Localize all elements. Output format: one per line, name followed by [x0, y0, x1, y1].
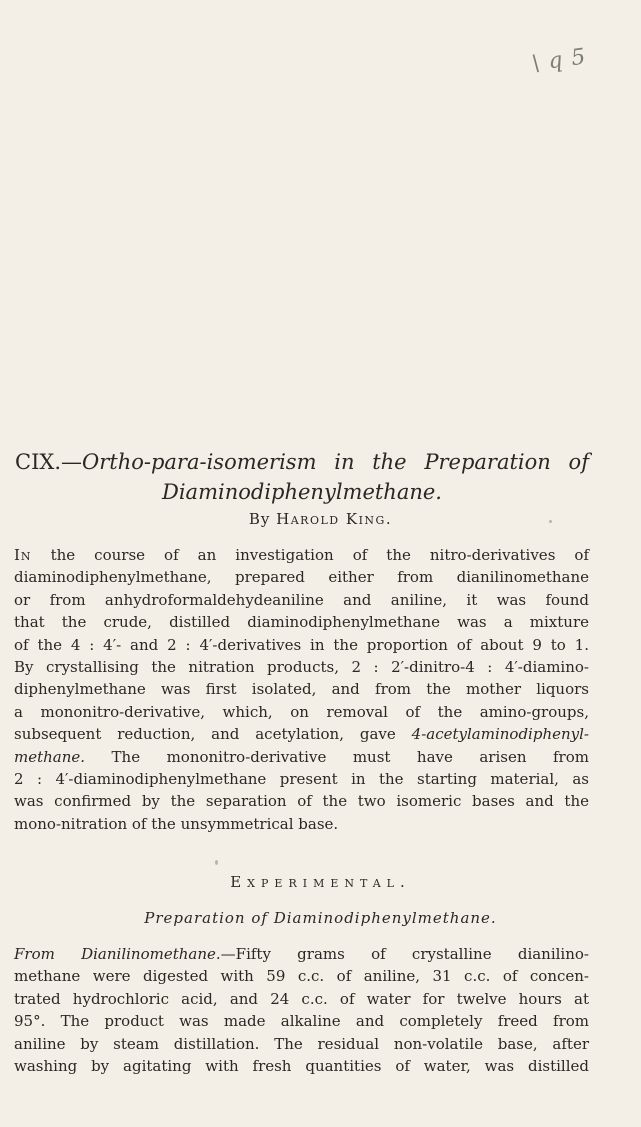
paper-speck	[215, 860, 218, 865]
title-word: the	[372, 450, 407, 474]
title-word: Preparation	[424, 450, 551, 474]
text-line: was confirmed by the separation of the two isomeric bases and the	[14, 792, 589, 811]
text-line: washing by agitating with fresh quantities of water, was distilled	[14, 1057, 589, 1076]
title-dash: —	[61, 450, 82, 474]
text-line: diphenylmethane was first isolated, and from the mother liquors	[14, 680, 589, 699]
drop-lead-word: In	[14, 546, 32, 564]
subsection-heading: Preparation of Diaminodiphenylmethane.	[144, 909, 497, 927]
compound-name: methane.	[14, 747, 86, 766]
experimental-paragraph	[14, 943, 589, 1077]
title-line-2: Diaminodiphenylmethane.	[162, 480, 442, 504]
text-line: From Dianilinomethane.—Fifty grams of crystalline dianilino-	[14, 945, 589, 963]
text-line: a mononitro-derivative, which, on removal of the amino-groups,	[14, 702, 589, 721]
text-line: diaminodiphenylmethane, prepared either from dianilinomethane	[14, 568, 589, 587]
author-name: Harold King.	[276, 510, 393, 528]
section-heading: Experimental.	[230, 873, 411, 891]
text-line: that the crude, distilled diaminodiphenylmethane was a mixture	[14, 613, 589, 632]
text-line: In the course of an investigation of the nitro-derivatives of	[14, 546, 589, 564]
paragraph-lead: From Dianilinomethane.	[14, 945, 221, 963]
title-line-1	[15, 448, 589, 476]
article-number: CIX.	[15, 450, 61, 474]
text-line: or from anhydroformaldehydeaniline and aniline, it was found	[14, 590, 589, 609]
text-line: trated hydrochloric acid, and 24 c.c. of water for twelve hours at	[14, 989, 589, 1008]
text-line: mono-nitration of the unsymmetrical base.	[14, 814, 339, 833]
article-title	[15, 448, 589, 506]
author-line	[0, 510, 641, 528]
compound-name: 4-acetylaminodiphenyl-	[411, 725, 589, 744]
text-line: aniline by steam distillation. The residual non-volatile base, after	[14, 1034, 589, 1053]
title-word: in	[334, 450, 355, 474]
author-by: By	[248, 510, 271, 528]
margin-annotation: \ q 5	[530, 44, 588, 77]
text-line: subsequent reduction, and acetylation, gave 4-acetylaminodiphenyl-	[14, 725, 589, 744]
title-word: Ortho-para-isomerism	[82, 450, 317, 474]
text-line: methane. The mononitro-derivative must have arisen from	[14, 747, 589, 766]
text-line: 95°. The product was made alkaline and completely freed from	[14, 1012, 589, 1031]
text-line: methane were digested with 59 c.c. of aniline, 31 c.c. of concen-	[14, 967, 589, 986]
text-line: of the 4 : 4′- and 2 : 4′-derivatives in the proportion of about 9 to 1.	[14, 635, 589, 654]
title-word: of	[568, 450, 589, 474]
text-line: By crystallising the nitration products, 2 : 2′-dinitro-4 : 4′-diamino-	[14, 658, 589, 677]
intro-paragraph	[14, 544, 589, 835]
text-line: 2 : 4′-diaminodiphenylmethane present in the starting material, as	[14, 770, 589, 789]
